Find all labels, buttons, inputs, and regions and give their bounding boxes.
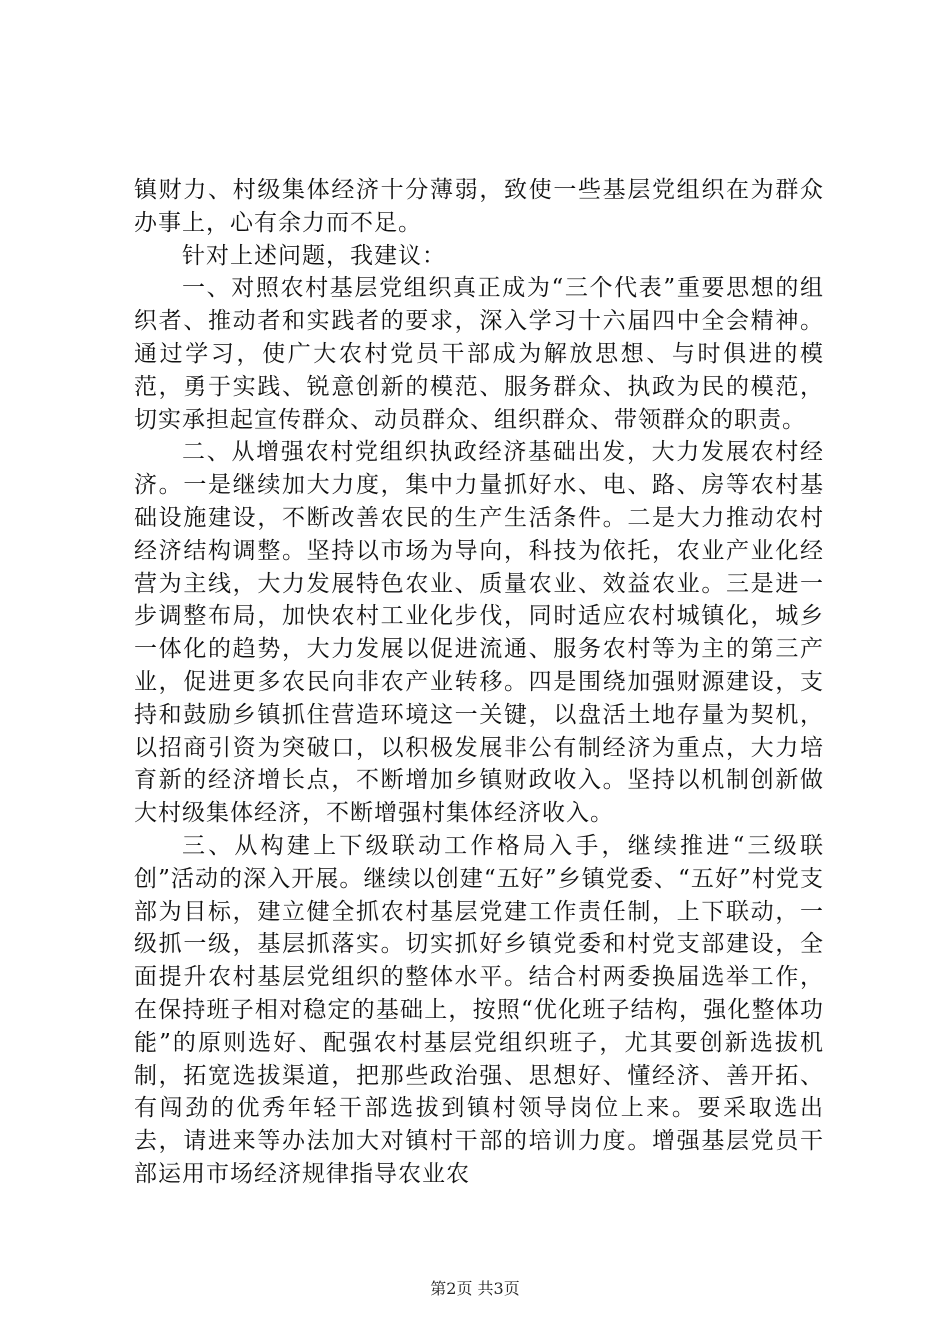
paragraph-suggestion-3: 三、从构建上下级联动工作格局入手，继续推进“三级联创”活动的深入开展。继续以创建“五好”乡镇党委、“五好”村党支部为目标，建立健全抓农村基层党建工作责任制，上下联动，一级抓一级，基层抓落实。切实抓好乡镇党委和村党支部建设，全面提升农村基层党组织的整体水平。结合村两委换届选举工作，在保持班子相对稳定的基础上，按照“优化班子结构，强化整体功能”的原则选好、配强农村基层党组织班子，尤其要创新选拔机制，拓宽选拔渠道，把那些政治强、思想好、懂经济、善开拓、有闯劲的优秀年轻干部选拔到镇村领导岗位上来。要采取选出去，请进来等办法加大对镇村干部的培训力度。增强基层党员干部运用市场经济规律指导农业农 [134,832,824,1187]
page-footer: 第2页 共3页 [430,1279,520,1298]
paragraph-suggestion-2: 二、从增强农村党组织执政经济基础出发，大力发展农村经济。一是继续加大力度，集中力量抓好水、电、路、房等农村基础设施建设，不断改善农民的生产生活条件。二是大力推动农村经济结构调整。坚持以市场为导向，科技为依托，农业产业化经营为主线，大力发展特色农业、质量农业、效益农业。三是进一步调整布局，加快农村工业化步伐，同时适应农村城镇化，城乡一体化的趋势，大力发展以促进流通、服务农村等为主的第三产业，促进更多农民向非农产业转移。四是围绕加强财源建设，支持和鼓励乡镇抓住营造环境这一关键，以盘活土地存量为契机，以招商引资为突破口，以积极发展非公有制经济为重点，大力培育新的经济增长点，不断增加乡镇财政收入。坚持以机制创新做大村级集体经济，不断增强村集体经济收入。 [134,439,824,827]
paragraph-continuation: 镇财力、村级集体经济十分薄弱，致使一些基层党组织在为群众办事上，心有余力而不足。 [134,177,824,236]
paragraph-suggestion-1: 一、对照农村基层党组织真正成为“三个代表”重要思想的组织者、推动者和实践者的要求，深入学习十六届四中全会精神。通过学习，使广大农村党员干部成为解放思想、与时俱进的模范，勇于实践、锐意创新的模范、服务群众、执政为民的模范，切实承担起宣传群众、动员群众、组织群众、带领群众的职责。 [134,275,824,433]
paragraph-intro: 针对上述问题，我建议： [182,242,446,269]
document-body [134,174,824,1191]
